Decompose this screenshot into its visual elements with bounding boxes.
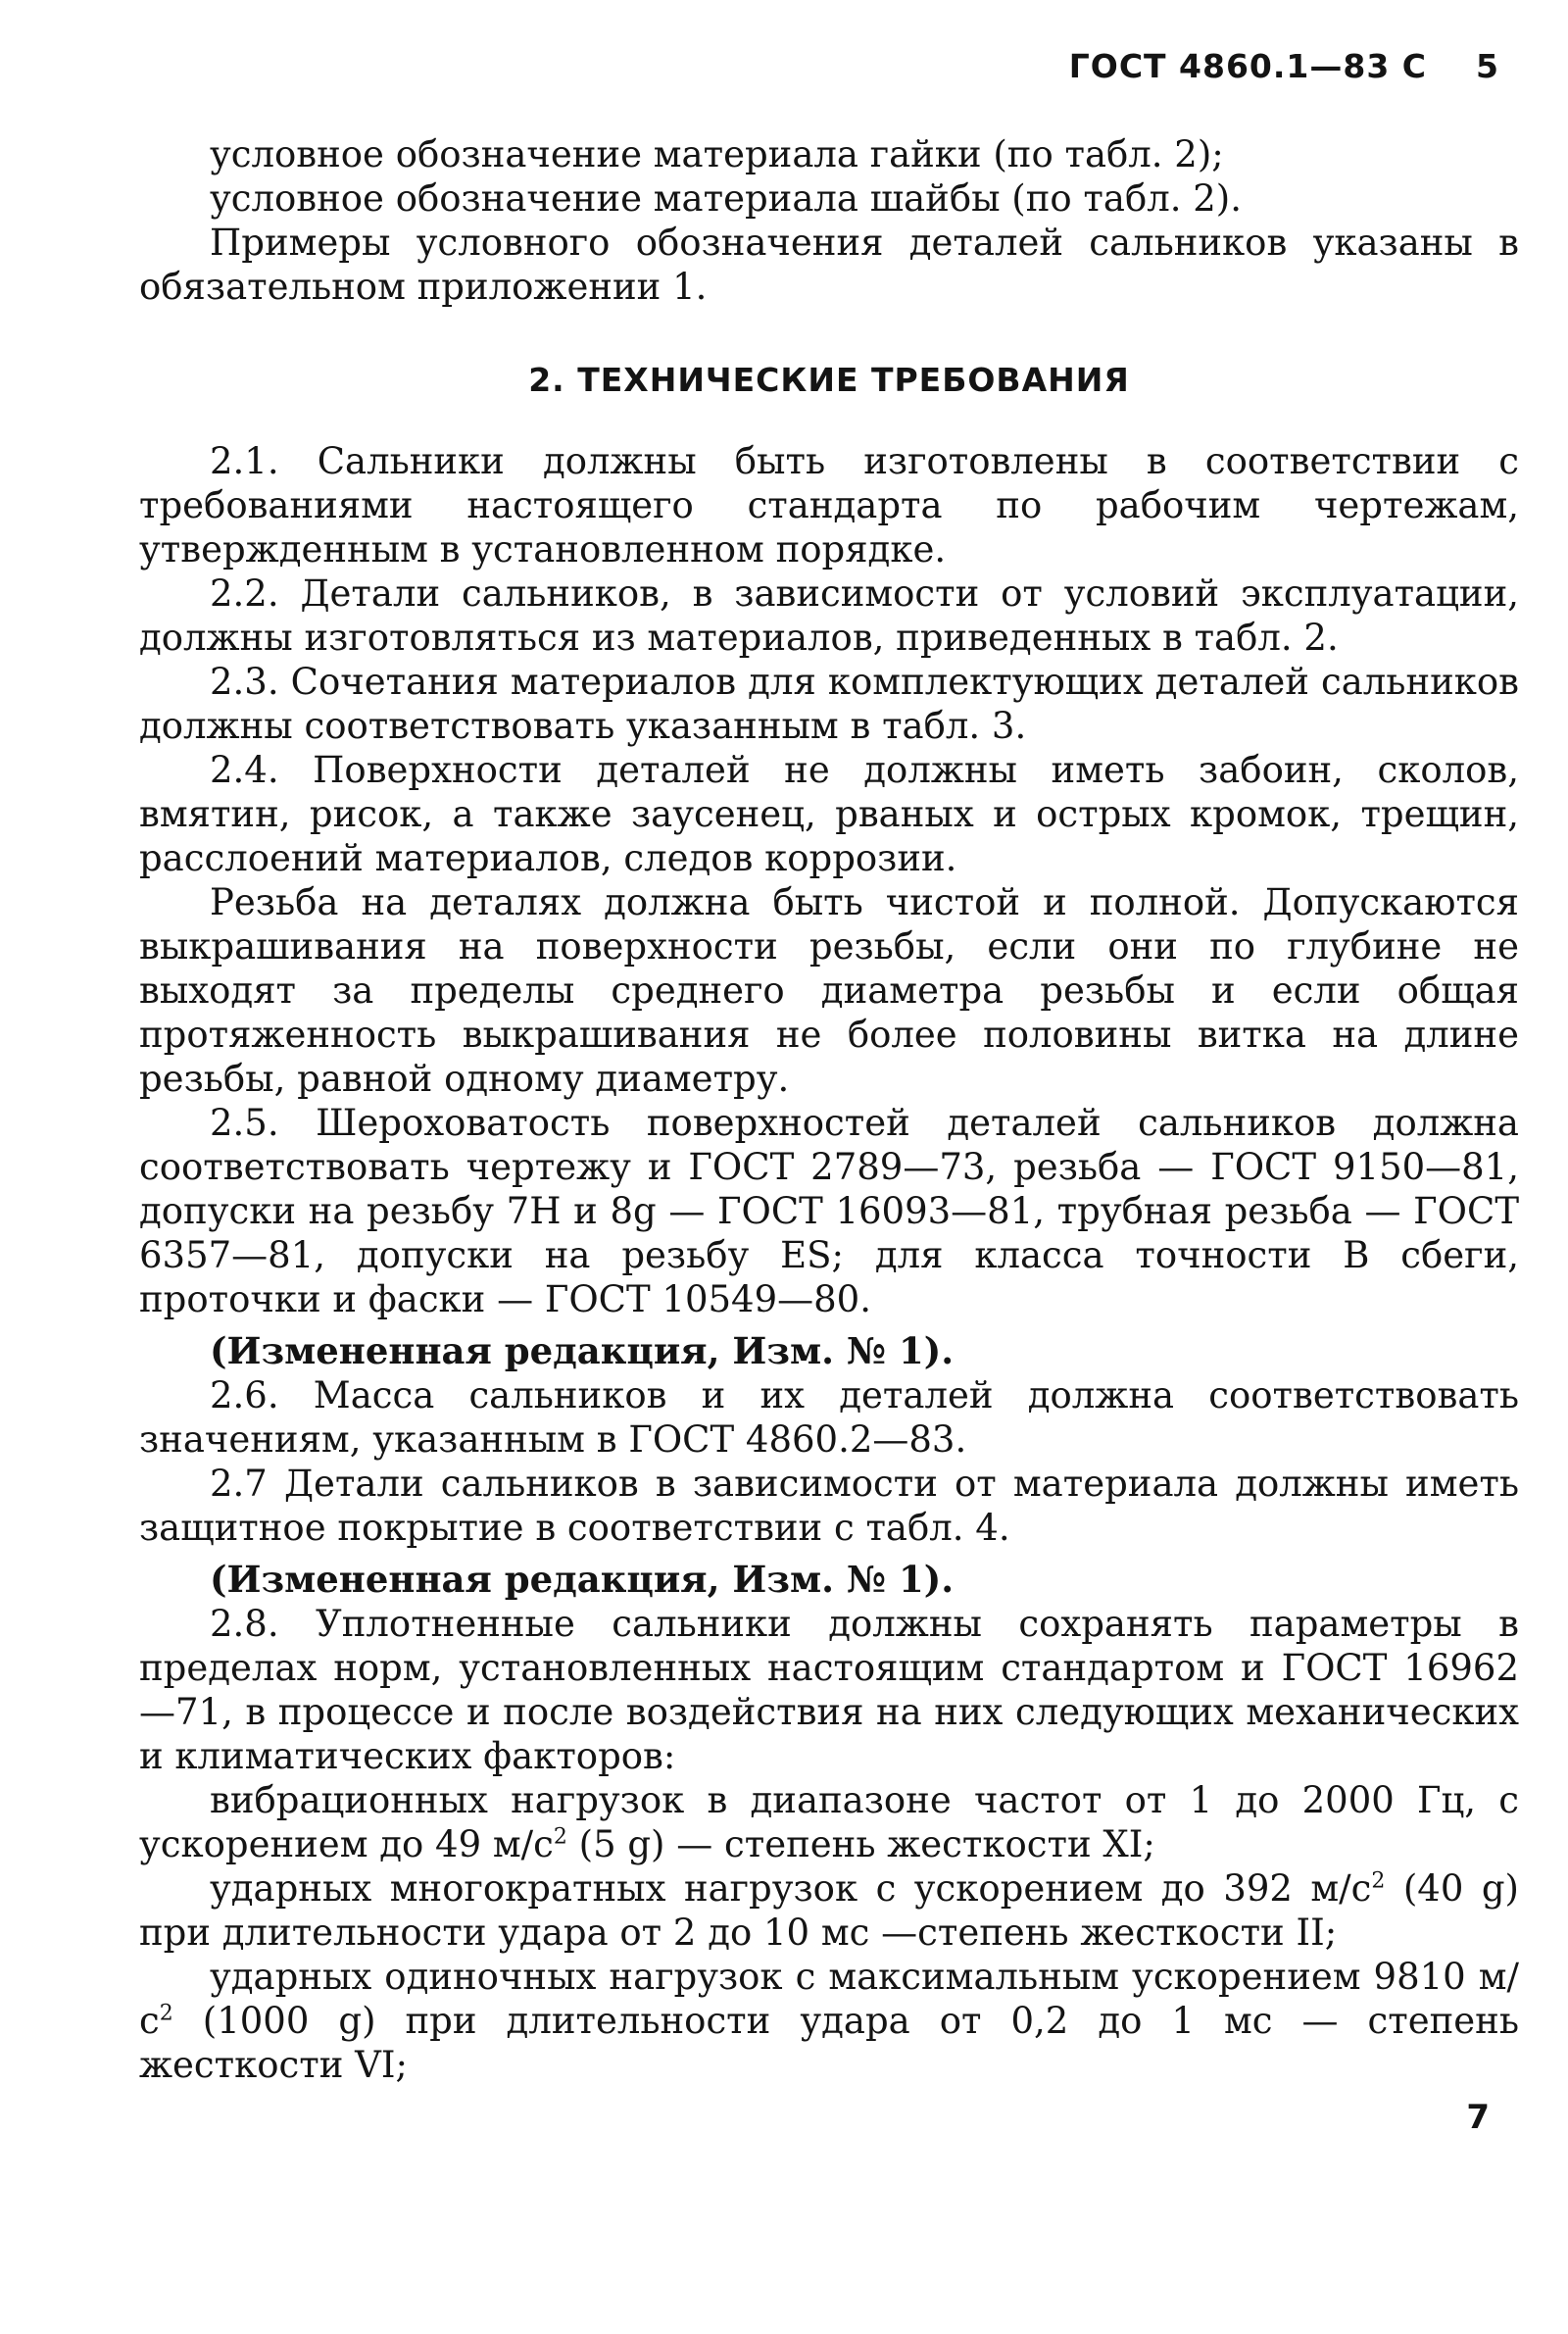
clause-2-7: 2.7 Детали сальников в зависимости от материала должны иметь защитное покрытие в соответствии с табл. 4. — [139, 1463, 1519, 1549]
intro-paragraph: Примеры условного обозначения деталей сальников указаны в обязательном приложении 1. — [139, 222, 1519, 308]
page-number: 5 — [1476, 47, 1499, 85]
factor-single-shock-text: ударных одиночных нагрузок с максимальным ускорением 9810 м/с — [139, 1956, 1519, 2042]
factor-multi-shock-tail: (40 g) при длительности удара от 2 до 10 мс —степень жесткости II; — [139, 1867, 1519, 1954]
superscript: 2 — [1371, 1868, 1386, 1894]
factor-single-shock — [139, 1955, 1519, 2087]
edit-note-2: (Измененная редакция, Изм. № 1). — [210, 1558, 955, 1601]
clause-2-1: 2.1. Сальники должны быть изготовлены в соответствии с требованиями настоящего стандарта по рабочим чертежам, утвержденным в установленном порядке. — [139, 440, 1519, 571]
clause-2-4: 2.4. Поверхности деталей не должны иметь забоин, сколов, вмятин, рисок, а также заусенец, рваных и острых кромок, трещин, расслоений материалов, следов коррозии. — [139, 749, 1519, 879]
factor-multi-shock-text: ударных многократных нагрузок с ускорением до 392 м/с — [210, 1867, 1372, 1910]
superscript: 2 — [159, 2001, 173, 2026]
page-header — [1069, 47, 1499, 85]
edit-note-1: (Измененная редакция, Изм. № 1). — [210, 1329, 955, 1372]
intro-line-washer: условное обозначение материала шайбы (по табл. 2). — [210, 177, 1243, 220]
clause-2-2: 2.2. Детали сальников, в зависимости от условий эксплуатации, должны изготовляться из материалов, приведенных в табл. 2. — [139, 572, 1519, 659]
factor-multi-shock — [139, 1866, 1519, 1955]
clause-2-8: 2.8. Уплотненные сальники должны сохранять параметры в пределах норм, установленных настоящим стандартом и ГОСТ 16962—71, в процессе и после воздействия на них следующих механических и климатических факторов: — [139, 1603, 1519, 1777]
footer-mark: 7 — [1466, 2098, 1490, 2137]
clause-2-6: 2.6. Масса сальников и их деталей должна соответствовать значениям, указанным в ГОСТ 4860.2—83. — [139, 1374, 1519, 1461]
clause-2-3: 2.3. Сочетания материалов для комплектующих деталей сальников должны соответствовать указанным в табл. 3. — [139, 661, 1519, 747]
clause-2-5: 2.5. Шероховатость поверхностей деталей сальников должна соответствовать чертежу и ГОСТ 2789—73, резьба — ГОСТ 9150—81, допуски на резьбу 7H и 8g — ГОСТ 16093—81, трубная резьба — ГОСТ 6357—81, допуски на резьбу ES; для класса точности В сбеги, проточки и фаски — ГОСТ 10549—80. — [139, 1102, 1519, 1320]
document-code: ГОСТ 4860.1—83 С — [1068, 47, 1428, 85]
factor-vibration-tail: (5 g) — степень жесткости XI; — [566, 1823, 1155, 1865]
factor-single-shock-tail: (1000 g) при длительности удара от 0,2 до 1 мс — степень жесткости VI; — [139, 2000, 1519, 2086]
superscript: 2 — [553, 1824, 567, 1850]
factor-vibration — [139, 1778, 1519, 1866]
factor-vibration-text: вибрационных нагрузок в диапазоне частот от 1 до 2000 Гц, с ускорением до 49 м/с — [139, 1779, 1519, 1865]
clause-2-4-thread: Резьба на деталях должна быть чистой и полной. Допускаются выкрашивания на поверхности резьбы, если они по глубине не выходят за пределы среднего диаметра резьбы и если общая протяженность выкрашивания не более половины витка на длине резьбы, равной одному диаметру. — [139, 881, 1519, 1100]
section-title: 2. ТЕХНИЧЕСКИЕ ТРЕБОВАНИЯ — [528, 361, 1130, 399]
intro-line-nut: условное обозначение материала гайки (по табл. 2); — [210, 133, 1224, 175]
page-body — [139, 132, 1519, 2087]
